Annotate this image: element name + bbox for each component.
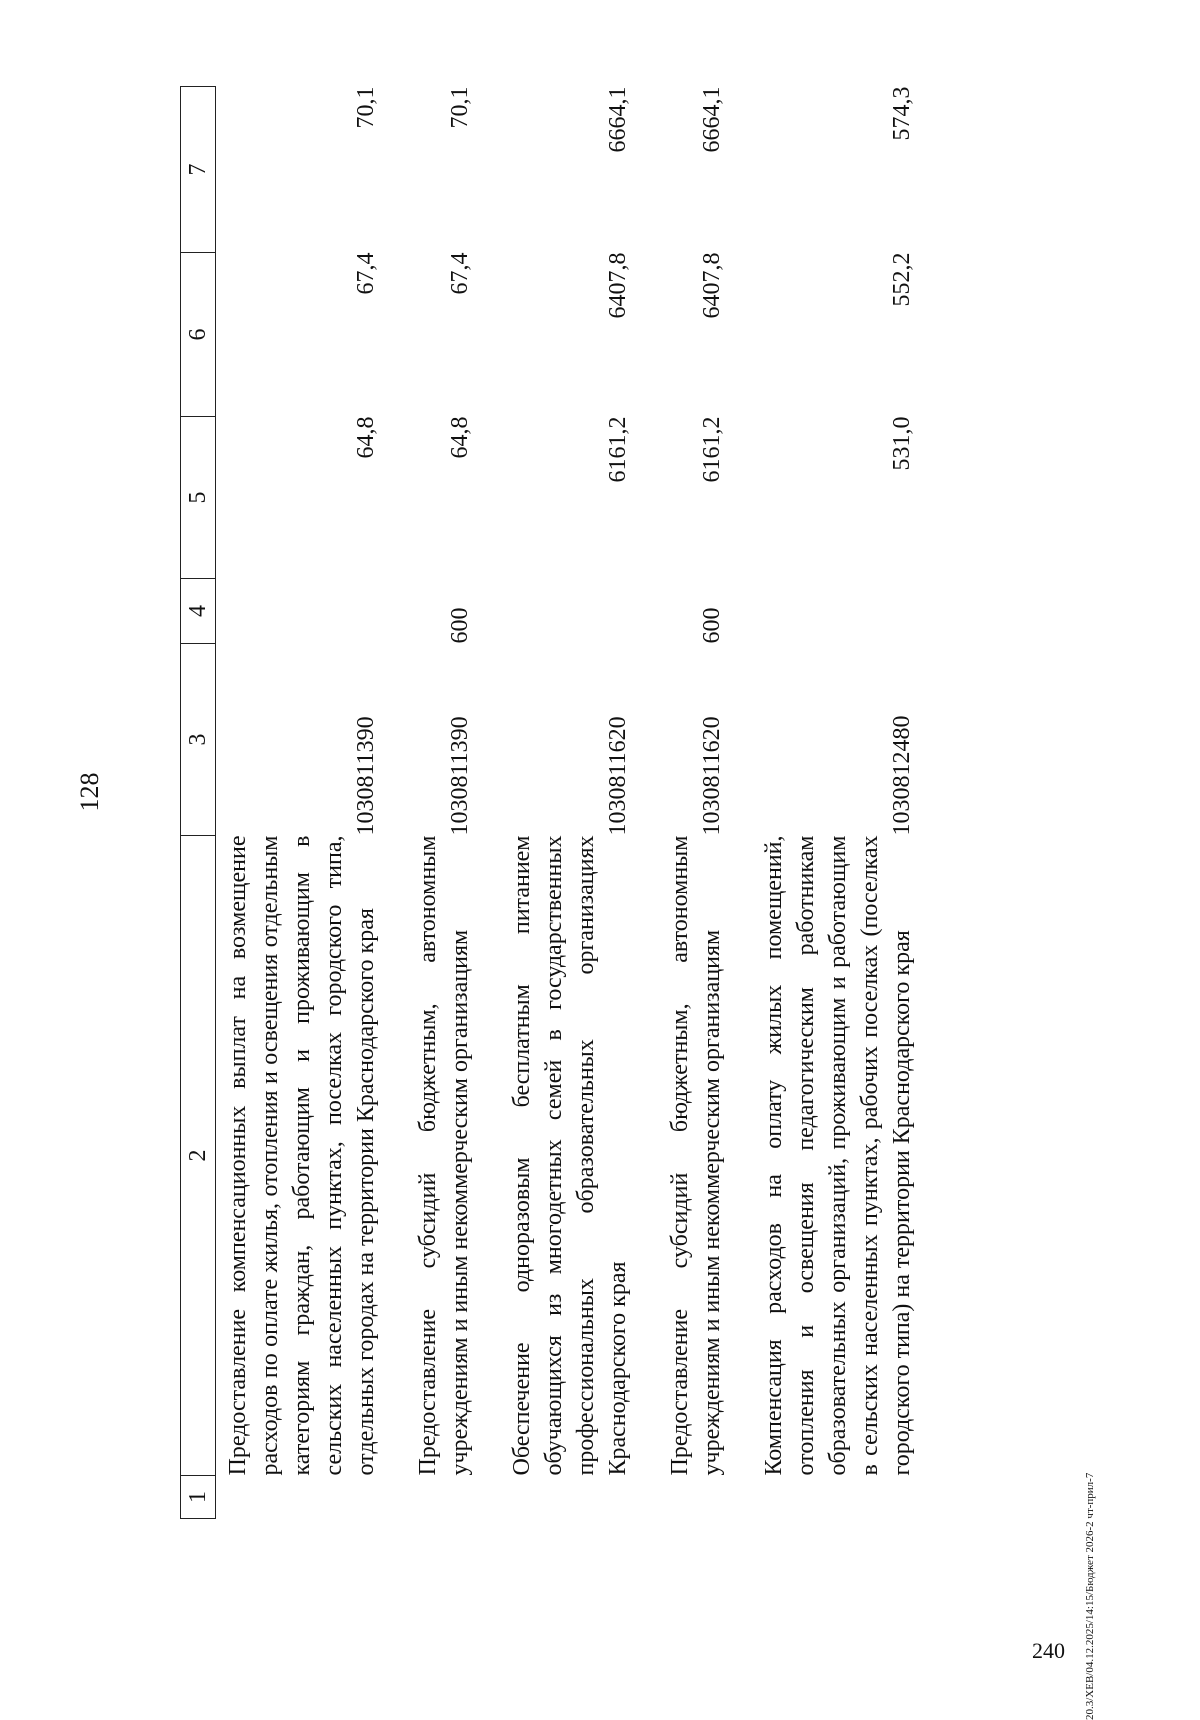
header-col-4: 4	[181, 579, 216, 644]
row-value-col-6: 6407,8	[605, 252, 631, 319]
side-stamp: 20.3/ХЕВ/04.12.2025/14:15/Бюджет 2026-2 чт-прил-7	[1084, 1472, 1096, 1720]
header-col-7: 7	[181, 87, 216, 253]
row-value-col-5: 64,8	[447, 416, 473, 459]
row-value-col-7: 574,3	[889, 86, 915, 141]
row-value-col-6: 67,4	[353, 252, 379, 295]
table-row	[664, 87, 758, 1519]
row-description: Компенсация расходов на оплату жилых помещений, отопления и освещения педагогическим работникам образовательных организаций, проживающим и работающим в сельских населенных пунктах, рабочих поселках (поселках городского типа) на территории Краснодарского края	[761, 835, 915, 1476]
row-description: Предоставление компенсационных выплат на возмещение расходов по оплате жилья, отопления и освещения отдельным категориям граждан, работающим и проживающим в сельских населенных пунктах, поселках городского типа, отдельных городах на территории Краснодарского края	[225, 835, 379, 1476]
header-col-3: 3	[181, 644, 216, 836]
cell-col-1	[664, 1476, 758, 1519]
row-code: 1030811620	[699, 716, 725, 836]
row-value-col-6: 67,4	[447, 252, 473, 295]
page-number: 128	[75, 772, 104, 812]
row-value-col-5: 64,8	[353, 416, 379, 459]
row-expense-type: 600	[447, 607, 473, 644]
row-value-col-5: 6161,2	[699, 416, 725, 483]
cell-col-1	[412, 1476, 506, 1519]
row-value-col-5: 6161,2	[605, 416, 631, 483]
row-code: 1030811390	[353, 716, 379, 836]
cell-col-1	[758, 1476, 948, 1519]
row-value-col-7: 6664,1	[605, 86, 631, 153]
row-value-col-5: 531,0	[889, 416, 915, 471]
row-description: Предоставление субсидий бюджетным, автономным учреждениям и иным некоммерческим организациям	[667, 835, 725, 1476]
row-expense-type	[758, 579, 948, 644]
table-row	[758, 87, 948, 1519]
table-row	[506, 87, 664, 1519]
cell-col-1	[216, 1476, 413, 1519]
row-value-col-7: 70,1	[447, 86, 473, 129]
row-code: 1030812480	[889, 715, 915, 836]
row-description: Обеспечение одноразовым бесплатным питанием обучающихся из многодетных семей в государственных профессиональных образовательных организациях Краснодарского края	[509, 835, 631, 1476]
header-col-5: 5	[181, 417, 216, 579]
header-col-6: 6	[181, 253, 216, 417]
budget-table	[180, 86, 948, 1519]
table-row	[216, 87, 413, 1519]
row-expense-type	[506, 579, 664, 644]
header-col-2: 2	[181, 836, 216, 1476]
row-value-col-6: 552,2	[889, 252, 915, 307]
row-expense-type: 600	[699, 607, 725, 644]
sheet-number: 240	[1032, 1638, 1065, 1663]
row-value-col-7: 70,1	[353, 86, 379, 129]
cell-col-1	[506, 1476, 664, 1519]
row-code: 1030811390	[447, 716, 473, 836]
table-row	[412, 87, 506, 1519]
row-value-col-7: 6664,1	[699, 86, 725, 153]
header-col-1: 1	[181, 1476, 216, 1519]
header-row	[181, 87, 216, 1519]
row-code: 1030811620	[605, 716, 631, 836]
row-expense-type	[216, 579, 413, 644]
row-description: Предоставление субсидий бюджетным, автономным учреждениям и иным некоммерческим организациям	[415, 835, 473, 1476]
row-value-col-6: 6407,8	[699, 252, 725, 319]
